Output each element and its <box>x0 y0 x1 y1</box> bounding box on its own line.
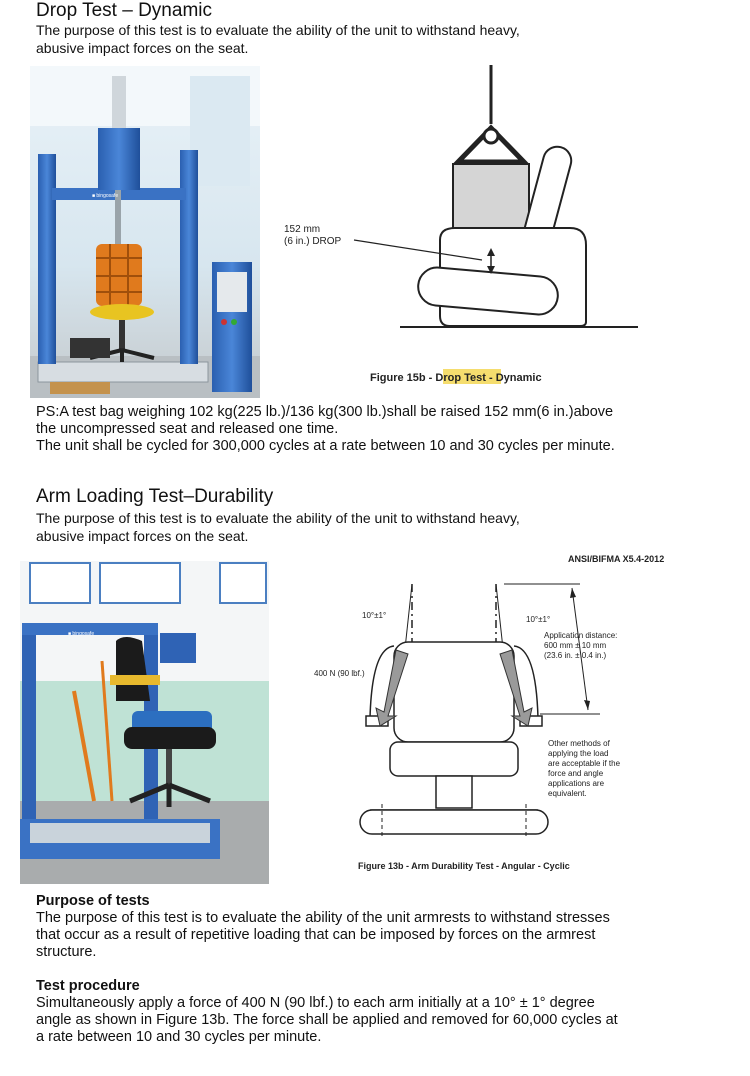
purpose-heading: Purpose of tests <box>36 893 150 909</box>
purpose-line-2: that occur as a result of repetitive loading that can be imposed by forces on the armrest <box>36 927 596 943</box>
angle-left-label: 10°±1° <box>362 611 387 620</box>
procedure-line-1: Simultaneously apply a force of 400 N (90 lbf.) to each arm initially at a 10° ± 1° degree <box>36 995 595 1011</box>
other-methods-line5: applications are <box>548 779 605 788</box>
svg-text:Figure 15b - Drop Test - Dynam <box>370 372 542 384</box>
purpose-line-3: structure. <box>36 944 97 960</box>
drop-distance-label: 152 mm <box>284 224 321 235</box>
application-distance-in: (23.6 in. ± 0.4 in.) <box>544 651 607 660</box>
ps-line-2: the uncompressed seat and released one time. <box>36 421 339 437</box>
other-methods-line1: Other methods of <box>548 739 610 748</box>
section2-intro-line2: abusive impact forces on the seat. <box>36 528 249 544</box>
other-methods-line2: applying the load <box>548 749 609 758</box>
application-distance-label: Application distance: <box>544 631 618 640</box>
figure-13b-standard: ANSI/BIFMA X5.4-2012 <box>568 554 665 564</box>
procedure-heading: Test procedure <box>36 978 140 994</box>
arm-loading-machine-photo <box>20 561 269 884</box>
figure-13b-diagram <box>300 548 700 878</box>
drop-test-machine-photo <box>30 66 260 398</box>
figure-15b-diagram <box>270 60 670 390</box>
drop-photo-brand: ■ bingosafe <box>92 193 119 199</box>
arm-photo-brand: ■ bingosafe <box>68 631 95 637</box>
section2-title: Arm Loading Test–Durability <box>36 486 274 507</box>
section1-intro-line2: abusive impact forces on the seat. <box>36 40 249 56</box>
section1-title: Drop Test – Dynamic <box>36 0 212 21</box>
drop-distance-label-inches: (6 in.) DROP <box>284 236 342 247</box>
force-label: 400 N (90 lbf.) <box>314 669 365 678</box>
angle-right-label: 10°±1° <box>526 615 551 624</box>
other-methods-line3: are acceptable if the <box>548 759 621 768</box>
ps-line-3: The unit shall be cycled for 300,000 cycles at a rate between 10 and 30 cycles per minute. <box>36 438 615 454</box>
ps-line-1: PS:A test bag weighing 102 kg(225 lb.)/136 kg(300 lb.)shall be raised 152 mm(6 in.)above <box>36 404 614 420</box>
figure-15b-caption-suffix: - Dynamic <box>485 372 542 384</box>
procedure-line-3: a rate between 10 and 30 cycles per minute. <box>36 1029 322 1045</box>
section2-intro-line1: The purpose of this test is to evaluate the ability of the unit to withstand heavy, <box>36 510 520 526</box>
purpose-line-1: The purpose of this test is to evaluate the ability of the unit armrests to withstand stresses <box>36 910 610 926</box>
application-distance-mm: 600 mm ± 10 mm <box>544 641 607 650</box>
other-methods-line6: equivalent. <box>548 789 587 798</box>
section1-intro-line1: The purpose of this test is to evaluate the ability of the unit to withstand heavy, <box>36 22 520 38</box>
figure-15b-caption-highlight: Drop Test <box>435 372 486 384</box>
procedure-line-2: angle as shown in Figure 13b. The force shall be applied and removed for 60,000 cycles at <box>36 1012 618 1028</box>
figure-13b-caption: Figure 13b - Arm Durability Test - Angular - Cyclic <box>358 861 570 871</box>
other-methods-line4: force and angle <box>548 769 604 778</box>
figure-15b-caption-prefix: Figure 15b - <box>370 372 436 384</box>
